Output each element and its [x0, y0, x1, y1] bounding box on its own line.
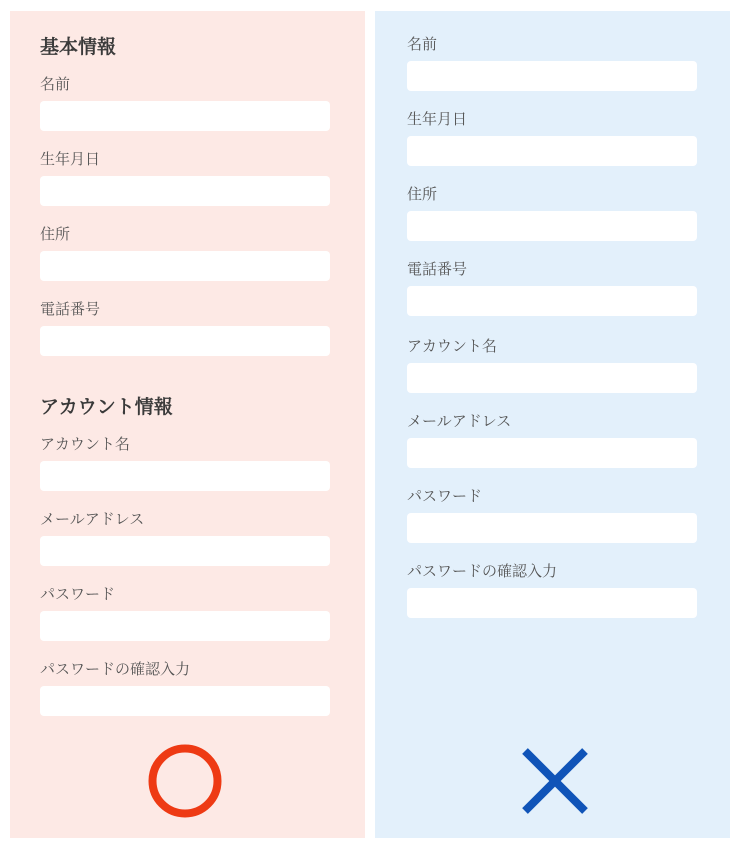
field-label-password-confirm: パスワードの確認入力 — [407, 562, 558, 580]
account-name-input[interactable] — [40, 461, 330, 491]
field-label-email: メールアドレス — [407, 412, 512, 430]
field-label-password-confirm: パスワードの確認入力 — [40, 660, 191, 678]
circle-icon — [148, 744, 222, 818]
phone-input[interactable] — [407, 286, 697, 316]
field-label-birthdate: 生年月日 — [40, 150, 101, 168]
password-input[interactable] — [407, 513, 697, 543]
field-label-phone: 電話番号 — [407, 260, 468, 278]
field-label-account-name: アカウント名 — [407, 337, 497, 355]
field-label-name: 名前 — [407, 35, 438, 53]
email-input[interactable] — [40, 536, 330, 566]
field-label-phone: 電話番号 — [40, 300, 101, 318]
name-input[interactable] — [40, 101, 330, 131]
account-name-input[interactable] — [407, 363, 697, 393]
password-input[interactable] — [40, 611, 330, 641]
cross-icon — [521, 747, 589, 815]
birthdate-input[interactable] — [407, 136, 697, 166]
good-example-panel — [10, 11, 365, 838]
field-label-address: 住所 — [407, 185, 438, 203]
address-input[interactable] — [407, 211, 697, 241]
field-label-password: パスワード — [40, 585, 116, 603]
birthdate-input[interactable] — [40, 176, 330, 206]
field-label-name: 名前 — [40, 75, 71, 93]
field-label-account-name: アカウント名 — [40, 435, 130, 453]
name-input[interactable] — [407, 61, 697, 91]
field-label-address: 住所 — [40, 225, 71, 243]
address-input[interactable] — [40, 251, 330, 281]
password-confirm-input[interactable] — [40, 686, 330, 716]
field-label-birthdate: 生年月日 — [407, 110, 468, 128]
field-label-password: パスワード — [407, 487, 483, 505]
field-label-email: メールアドレス — [40, 510, 145, 528]
bad-example-panel — [375, 11, 730, 838]
email-input[interactable] — [407, 438, 697, 468]
section-heading-basic-info: 基本情報 — [40, 36, 117, 58]
section-heading-account-info: アカウント情報 — [40, 396, 173, 418]
phone-input[interactable] — [40, 326, 330, 356]
password-confirm-input[interactable] — [407, 588, 697, 618]
